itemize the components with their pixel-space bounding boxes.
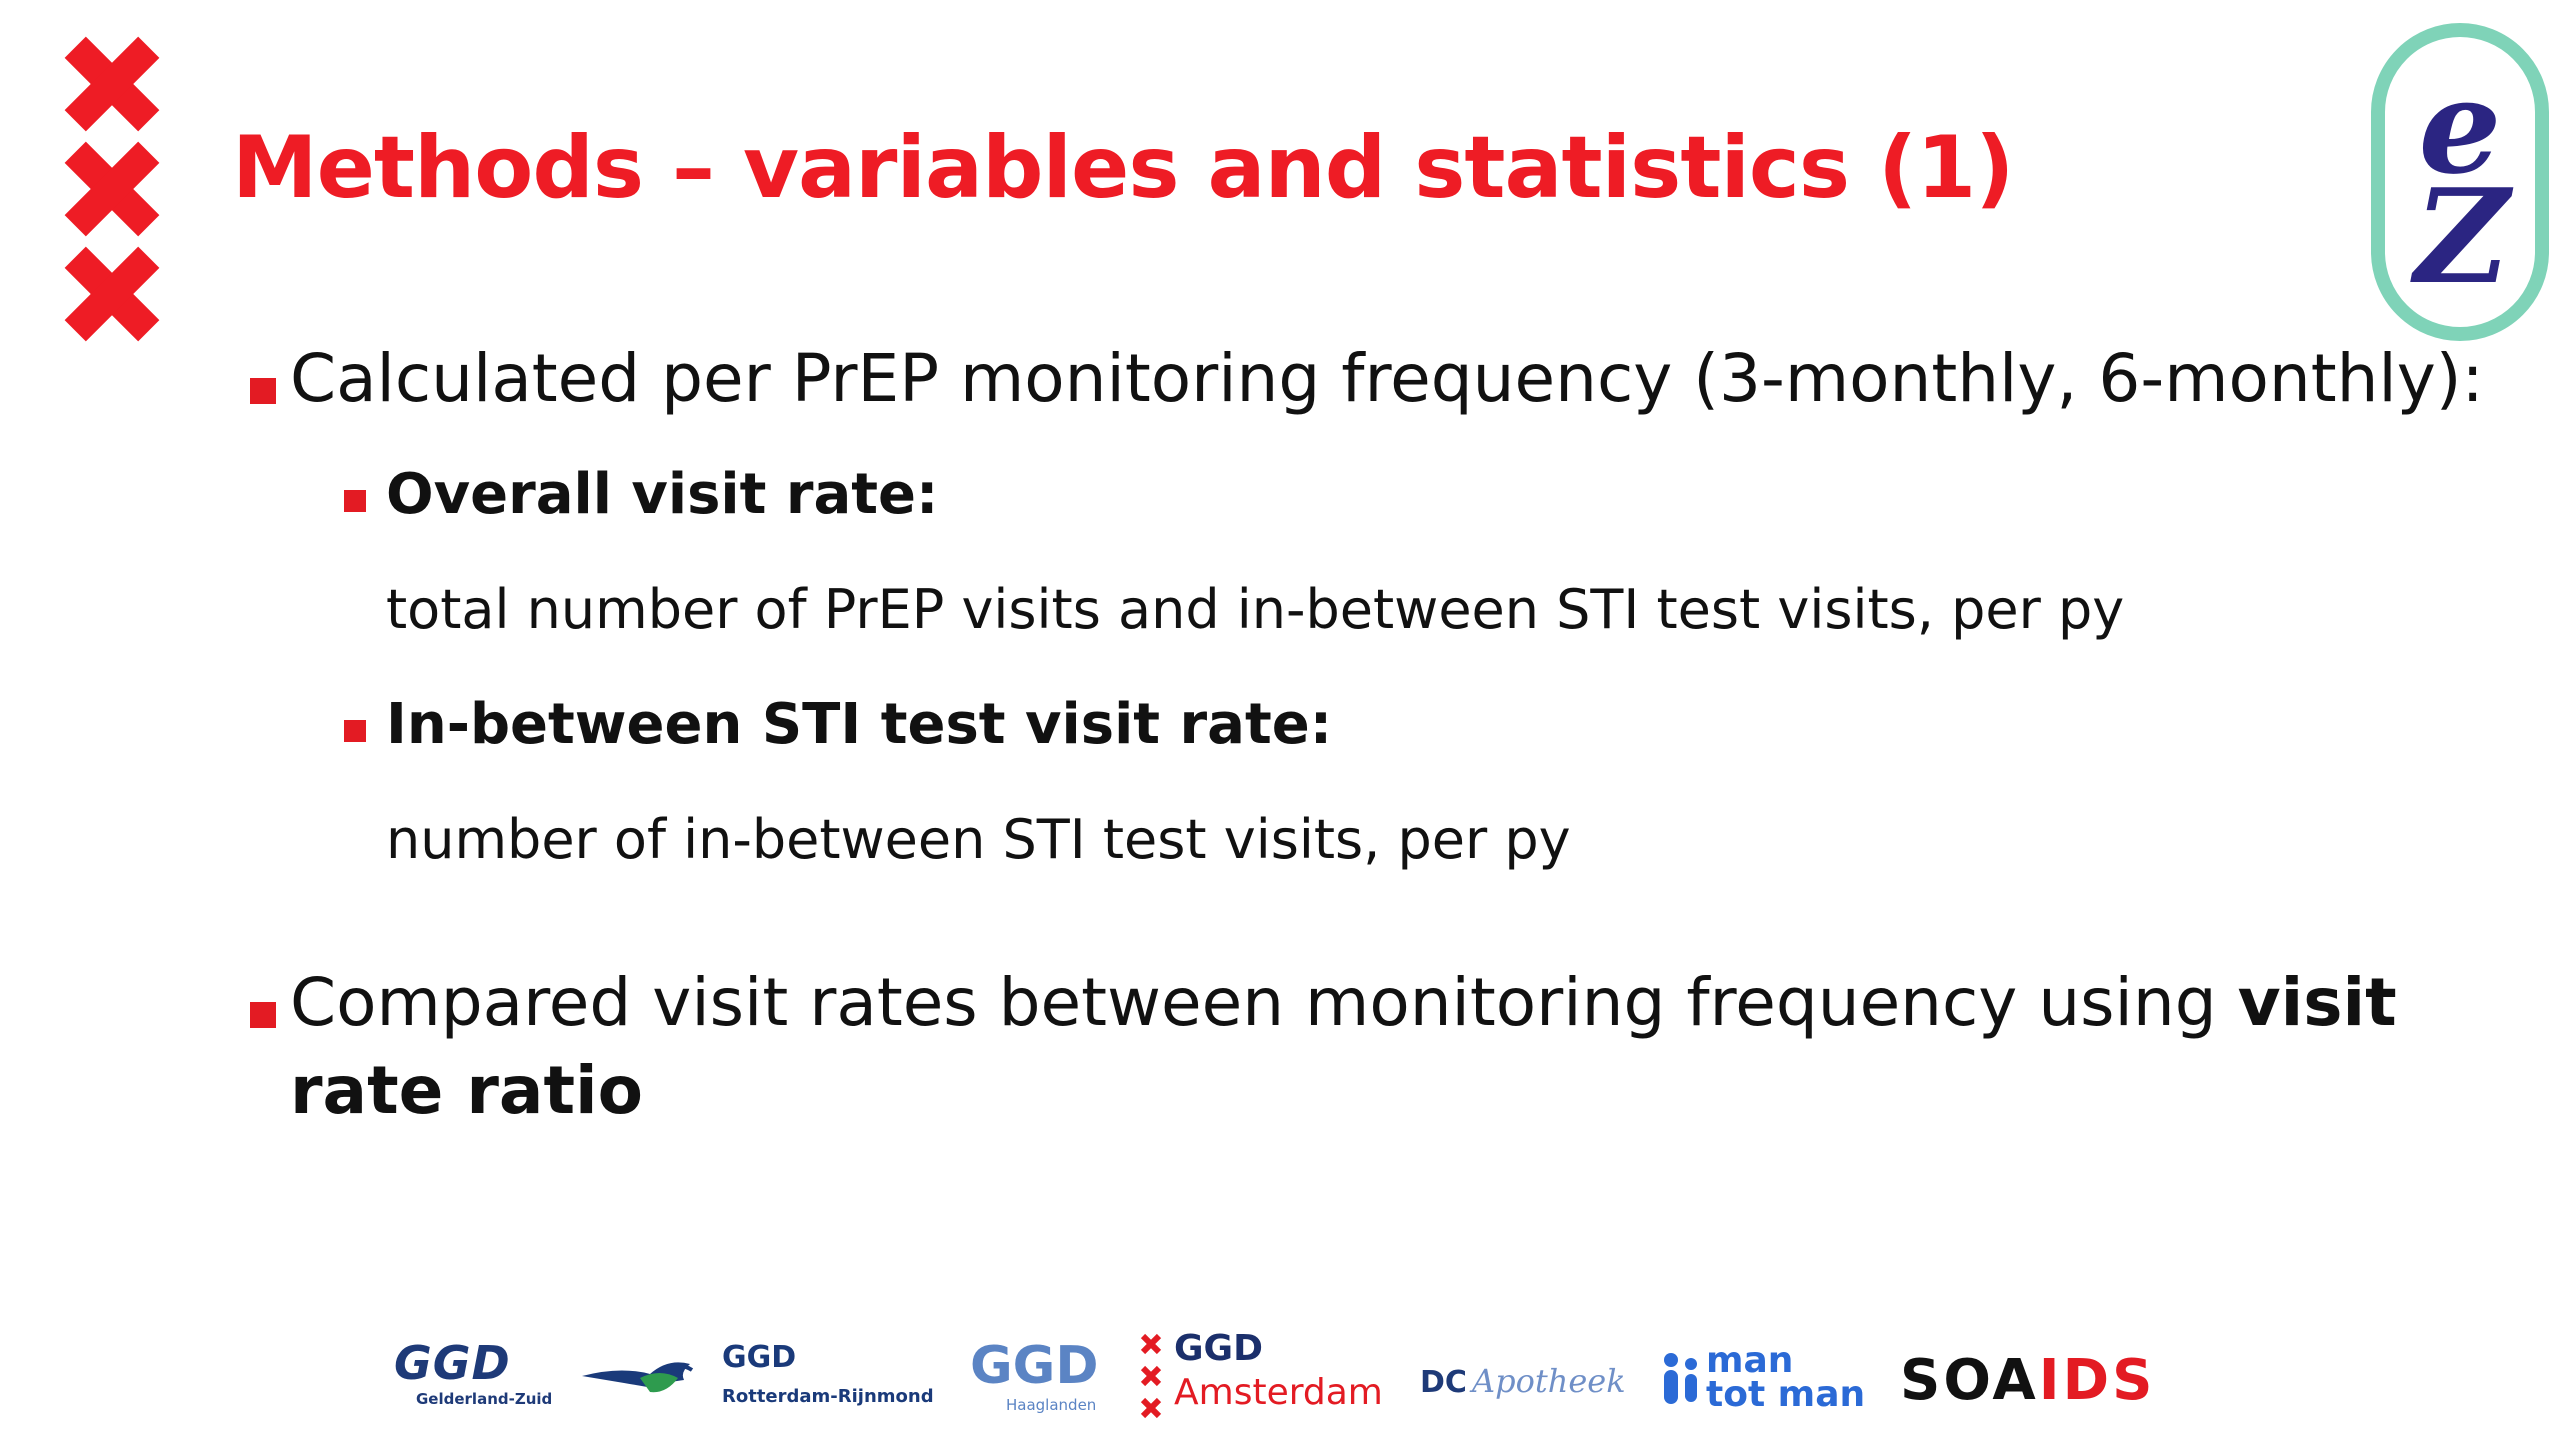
ggd-rotterdam-rijnmond-logo bbox=[580, 1334, 940, 1424]
bullet-text-compared-regular: Compared visit rates between monitoring frequency using bbox=[290, 964, 2238, 1041]
bullet-text-calculated: Calculated per PrEP monitoring frequency (3-monthly, 6-monthly): bbox=[290, 340, 2484, 417]
bullet-text-compared bbox=[290, 964, 2397, 1041]
ez-logo bbox=[2370, 22, 2550, 342]
bullet-text-compared-continuation: rate ratio bbox=[290, 1052, 643, 1129]
soaids-logo bbox=[1900, 1348, 2155, 1413]
people-icon bbox=[1660, 1350, 1704, 1410]
ez-logo-e: e bbox=[2418, 50, 2502, 203]
dc-apotheek-name: Apotheek bbox=[1472, 1362, 1626, 1400]
ggd-hg-mark: GGD bbox=[970, 1336, 1099, 1396]
bullet-marker bbox=[250, 1002, 276, 1028]
sub-bullet-marker bbox=[344, 720, 366, 742]
bird-icon bbox=[580, 1348, 710, 1408]
sub-bullet-marker bbox=[344, 490, 366, 512]
man-tot-man-logo bbox=[1660, 1340, 1870, 1420]
amsterdam-crosses-icon bbox=[1140, 1330, 1162, 1422]
sub-bullet-inbetween-description: number of in-between STI test visits, per py bbox=[386, 808, 1571, 871]
bullet-marker bbox=[250, 378, 276, 404]
sub-bullet-inbetween-label: In-between STI test visit rate: bbox=[386, 692, 1333, 757]
partner-logos bbox=[380, 1320, 2180, 1430]
soaids-part-a: SOA bbox=[1900, 1348, 2039, 1413]
ggd-hg-sub: Haaglanden bbox=[1006, 1396, 1097, 1414]
amsterdam-crosses-logo bbox=[50, 32, 174, 346]
sub-bullet-overall-label: Overall visit rate: bbox=[386, 462, 939, 527]
ggd-ams-mark: GGD bbox=[1174, 1328, 1263, 1369]
soaids-part-b: IDS bbox=[2038, 1348, 2156, 1413]
ggd-gelderland-zuid-logo bbox=[394, 1336, 552, 1408]
ggd-amsterdam-logo bbox=[1140, 1326, 1400, 1426]
ggd-rr-mark: GGD bbox=[722, 1340, 797, 1375]
dc-apotheek-dc: DC bbox=[1420, 1365, 1467, 1400]
ggd-gz-mark: GGD bbox=[394, 1336, 511, 1390]
slide-title: Methods – variables and statistics (1) bbox=[232, 118, 2014, 218]
sub-bullet-overall-description: total number of PrEP visits and in-between STI test visits, per py bbox=[386, 578, 2125, 641]
man-tot-man-line2: tot man bbox=[1706, 1374, 1866, 1415]
man-tot-man-line1: man bbox=[1706, 1340, 1794, 1381]
ez-logo-z: Z bbox=[2414, 160, 2510, 313]
ggd-haaglanden-logo bbox=[970, 1336, 1099, 1414]
ggd-gz-sub: Gelderland-Zuid bbox=[416, 1390, 553, 1408]
ggd-ams-city: Amsterdam bbox=[1174, 1372, 1383, 1413]
dc-apotheek-logo bbox=[1420, 1362, 1626, 1400]
ggd-rr-sub: Rotterdam-Rijnmond bbox=[722, 1386, 934, 1407]
bullet-text-compared-bold: visit bbox=[2237, 964, 2397, 1041]
